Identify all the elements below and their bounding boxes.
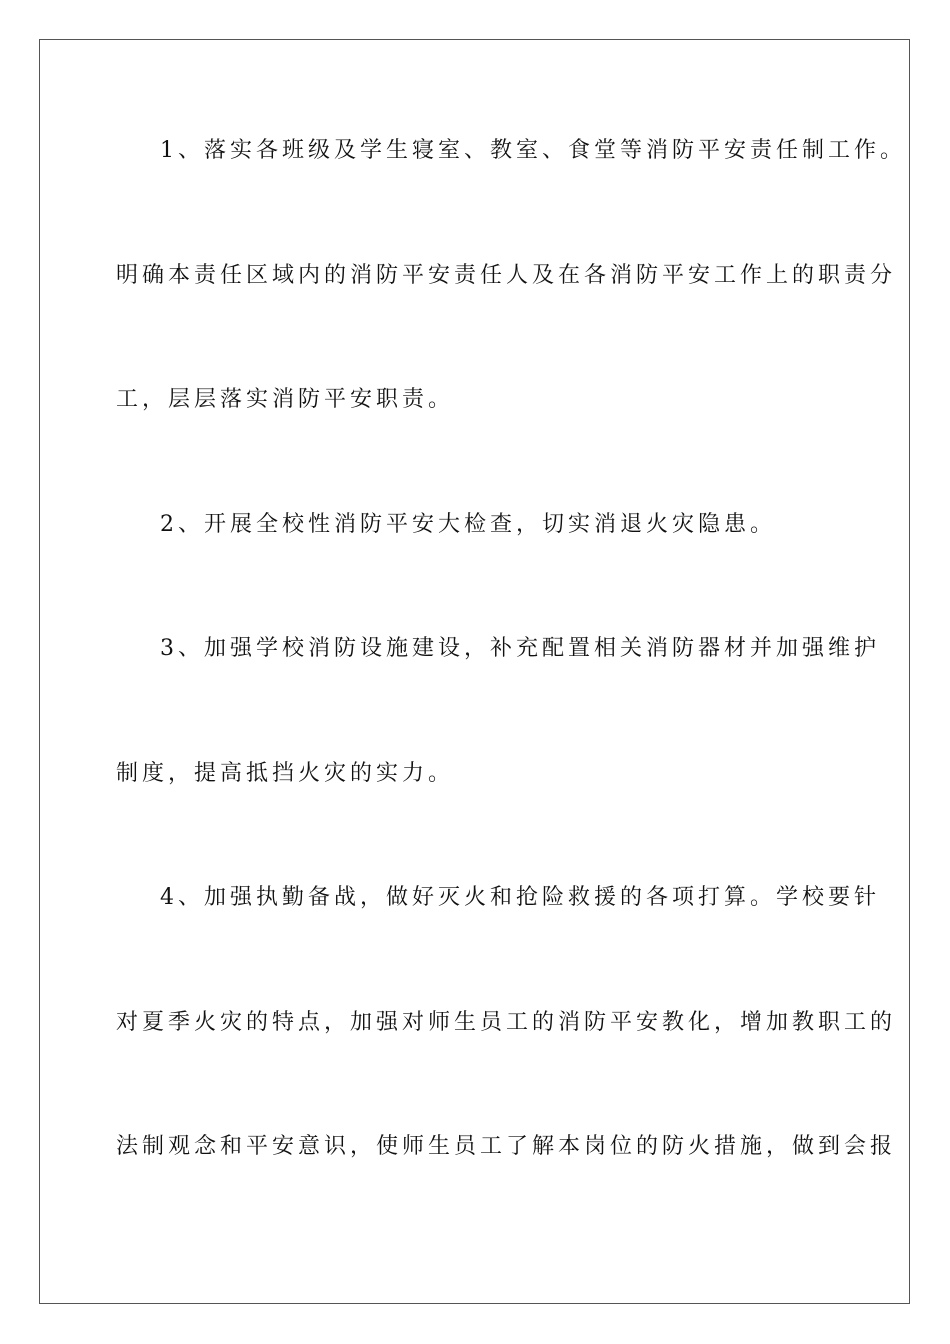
paragraph-4-line-1: 4、加强执勤备战，做好灭火和抢险救援的各项打算。学校要针 bbox=[160, 885, 880, 910]
paragraph-4-line-2: 对夏季火灾的特点，加强对师生员工的消防平安教化，增加教职工的 bbox=[116, 1010, 897, 1035]
paragraph-4-line-3: 法制观念和平安意识，使师生员工了解本岗位的防火措施，做到会报 bbox=[116, 1134, 897, 1159]
paragraph-1-line-3: 工，层层落实消防平安职责。 bbox=[116, 387, 455, 412]
paragraph-2-line-1: 2、开展全校性消防平安大检查，切实消退火灾隐患。 bbox=[160, 512, 776, 537]
paragraph-1-line-1: 1、落实各班级及学生寝室、教室、食堂等消防平安责任制工作。 bbox=[160, 138, 906, 163]
paragraph-3-line-2: 制度，提高抵挡火灾的实力。 bbox=[116, 761, 455, 786]
page-border bbox=[39, 39, 910, 1304]
paragraph-3-line-1: 3、加强学校消防设施建设，补充配置相关消防器材并加强维护 bbox=[160, 636, 880, 661]
paragraph-1-line-2: 明确本责任区域内的消防平安责任人及在各消防平安工作上的职责分 bbox=[116, 263, 897, 288]
